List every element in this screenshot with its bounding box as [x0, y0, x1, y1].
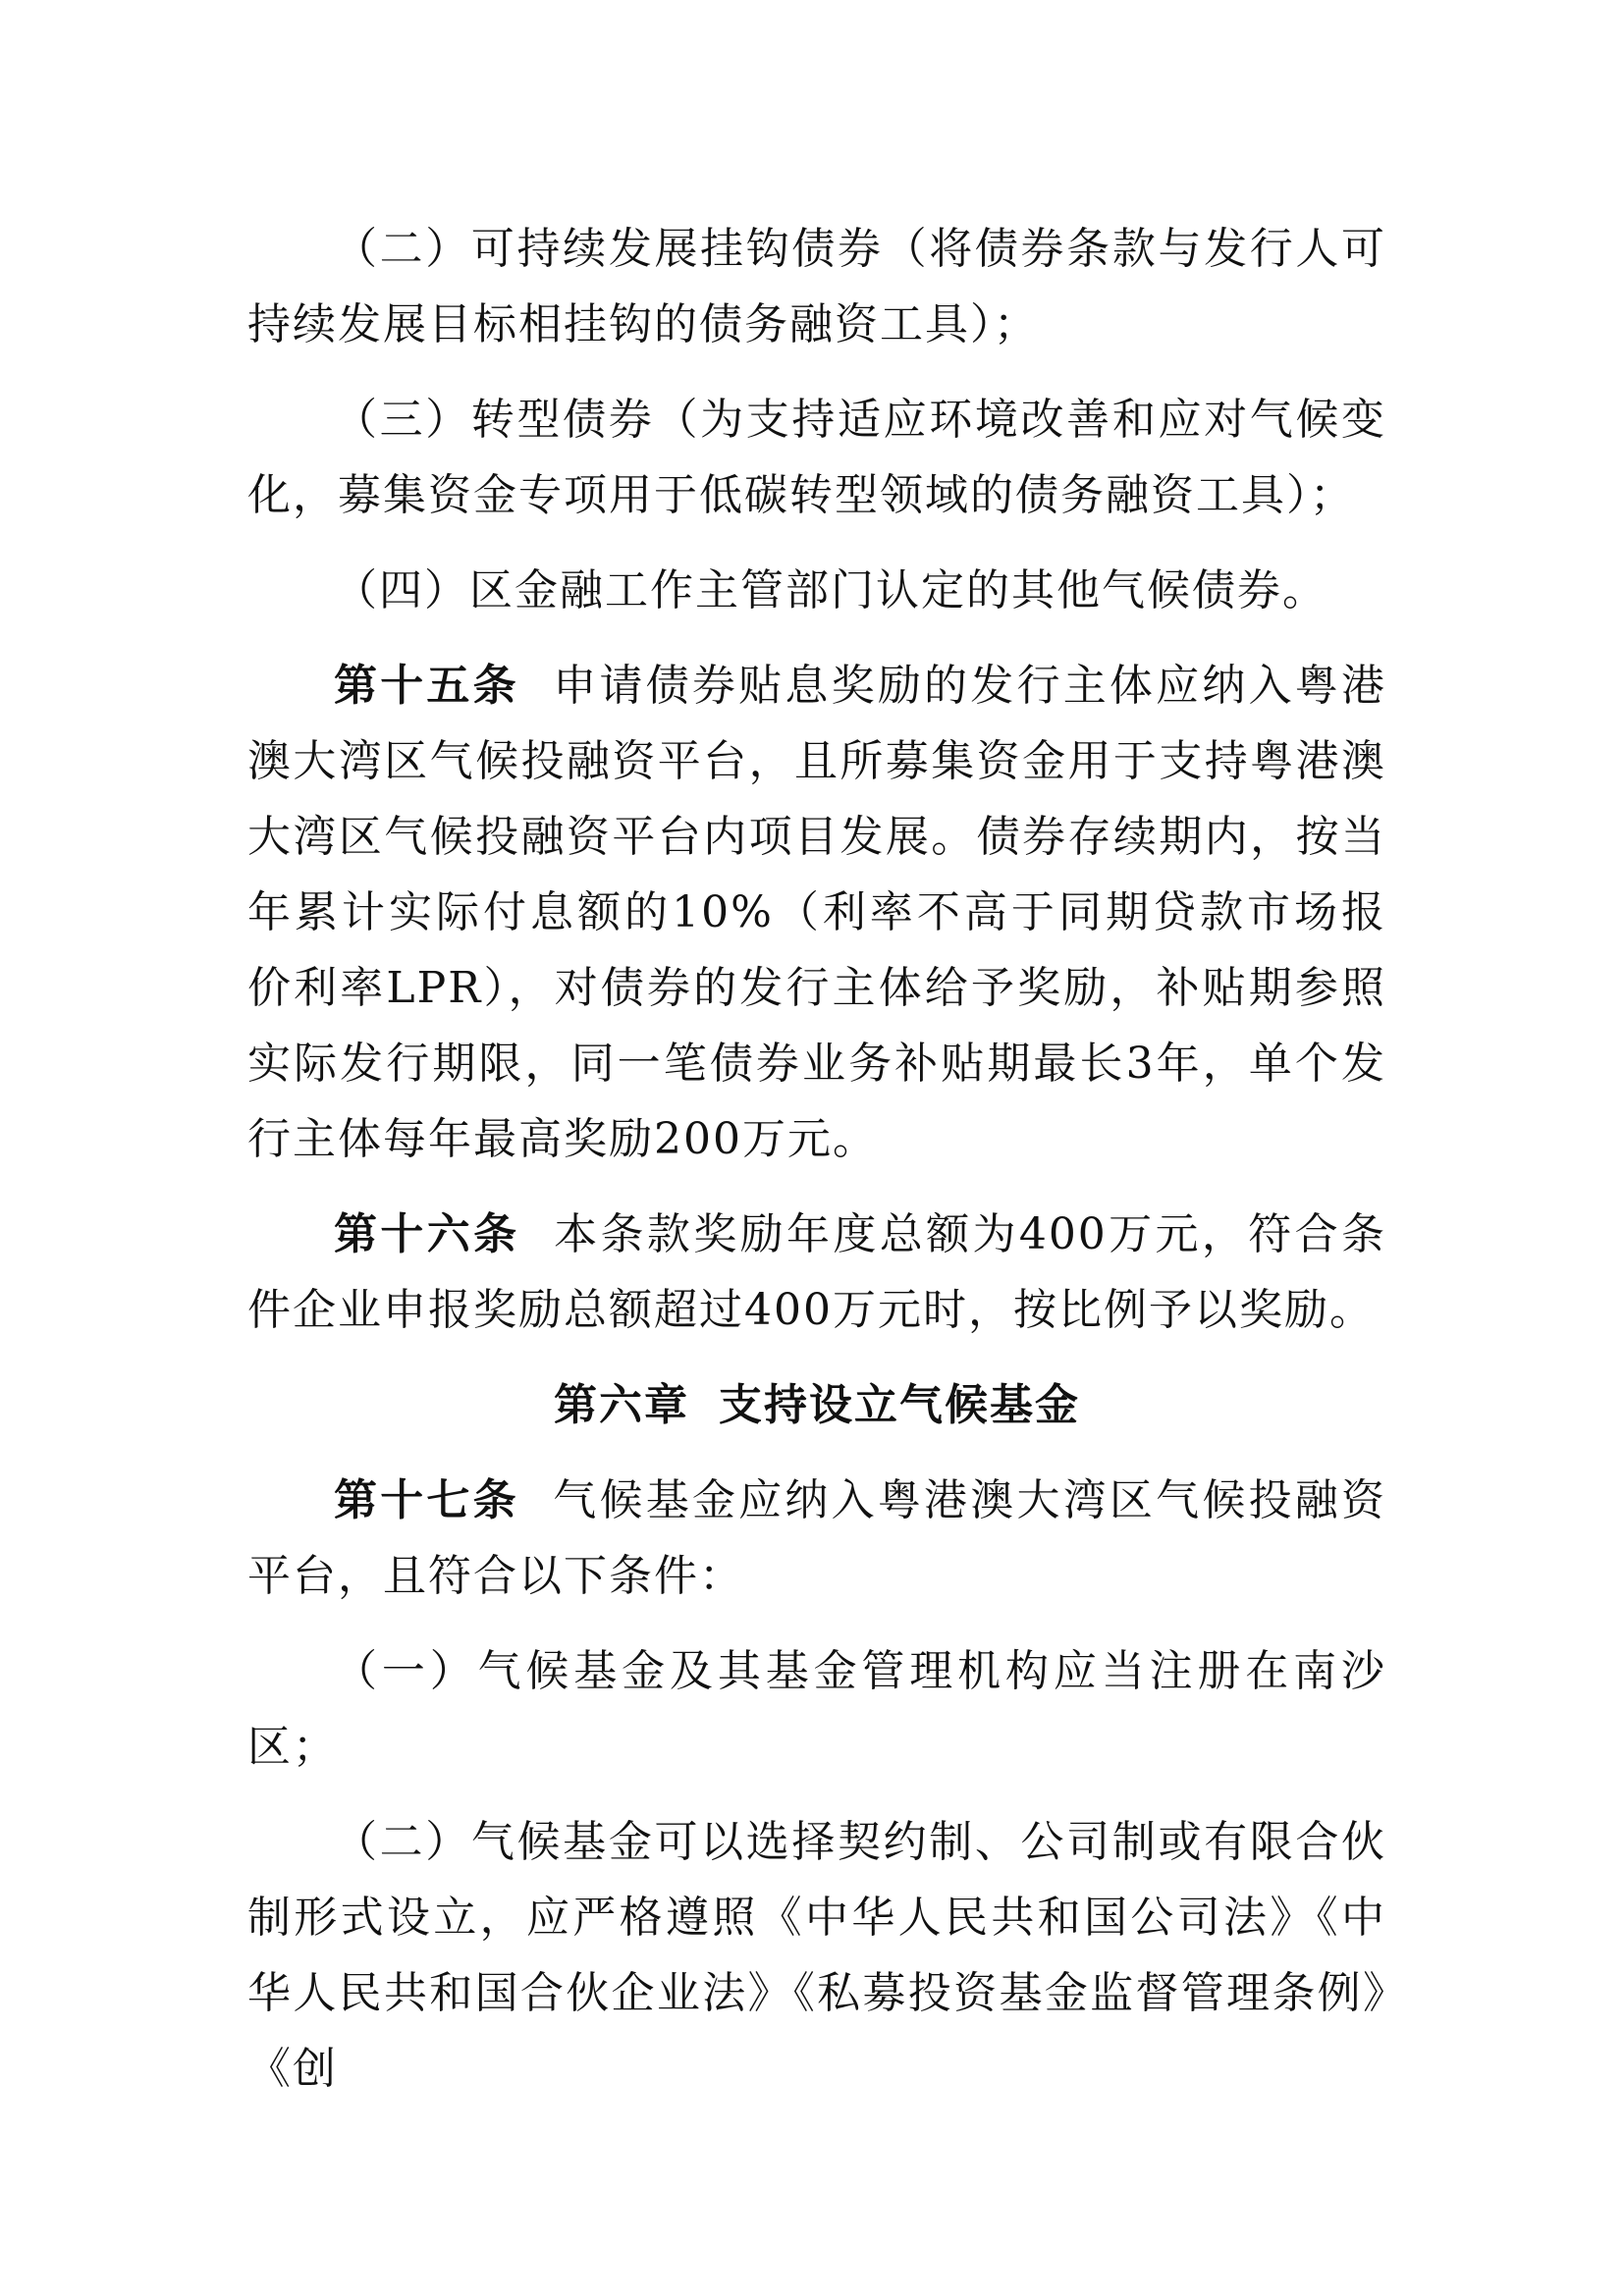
chapter-heading: [247, 1367, 1386, 1443]
article-17: [247, 1463, 1386, 1614]
paragraph-bonds-4: [247, 553, 1386, 628]
article-text: 申请债券贴息奖励的发行主体应纳入粤港澳大湾区气候投融资平台，且所募集资金用于支持粤港澳大湾区气候投融资平台内项目发展。债券存续期内，按当年累计实际付息额的10%（利率不高于同期贷款市场报价利率LPR），对债券的发行主体给予奖励，补贴期参照实际发行期限，同一笔债券业务补贴期最长3年，单个发行主体每年最高奖励200万元。: [247, 661, 1387, 1164]
paragraph-text: （四）区金融工作主管部门认定的其他气候债券。: [334, 565, 1327, 615]
paragraph-text: （一）气候基金及其基金管理机构应当注册在南沙区；: [247, 1646, 1386, 1772]
document-body: [247, 211, 1386, 2126]
paragraph-bonds-2: [247, 211, 1386, 362]
article-15: [247, 648, 1386, 1177]
article-heading: 第十五条: [334, 661, 519, 711]
article-heading: 第十七条: [334, 1475, 519, 1525]
article-heading: 第十六条: [334, 1209, 520, 1259]
article-16: [247, 1197, 1386, 1348]
paragraph-text: （二）气候基金可以选择契约制、公司制或有限合伙制形式设立，应严格遵照《中华人民共和国公司法》《中华人民共和国合伙企业法》《私募投资基金监督管理条例》《创: [247, 1817, 1386, 2094]
article-text: 气候基金应纳入粤港澳大湾区气候投融资平台，且符合以下条件：: [247, 1475, 1387, 1601]
paragraph-text: （三）转型债券（为支持适应环境改善和应对气候变化，募集资金专项用于低碳转型领域的债务融资工具）；: [247, 395, 1386, 520]
paragraph-text: （二）可持续发展挂钩债券（将债券条款与发行人可持续发展目标相挂钩的债务融资工具）；: [247, 224, 1386, 349]
paragraph-fund-2: [247, 1804, 1386, 2107]
chapter-title: 支持设立气候基金: [719, 1380, 1080, 1430]
chapter-number: 第六章: [554, 1380, 689, 1430]
paragraph-fund-1: [247, 1633, 1386, 1785]
paragraph-bonds-3: [247, 382, 1386, 533]
article-text: 本条款奖励年度总额为400万元，符合条件企业申报奖励总额超过400万元时，按比例予以奖励。: [247, 1209, 1386, 1335]
